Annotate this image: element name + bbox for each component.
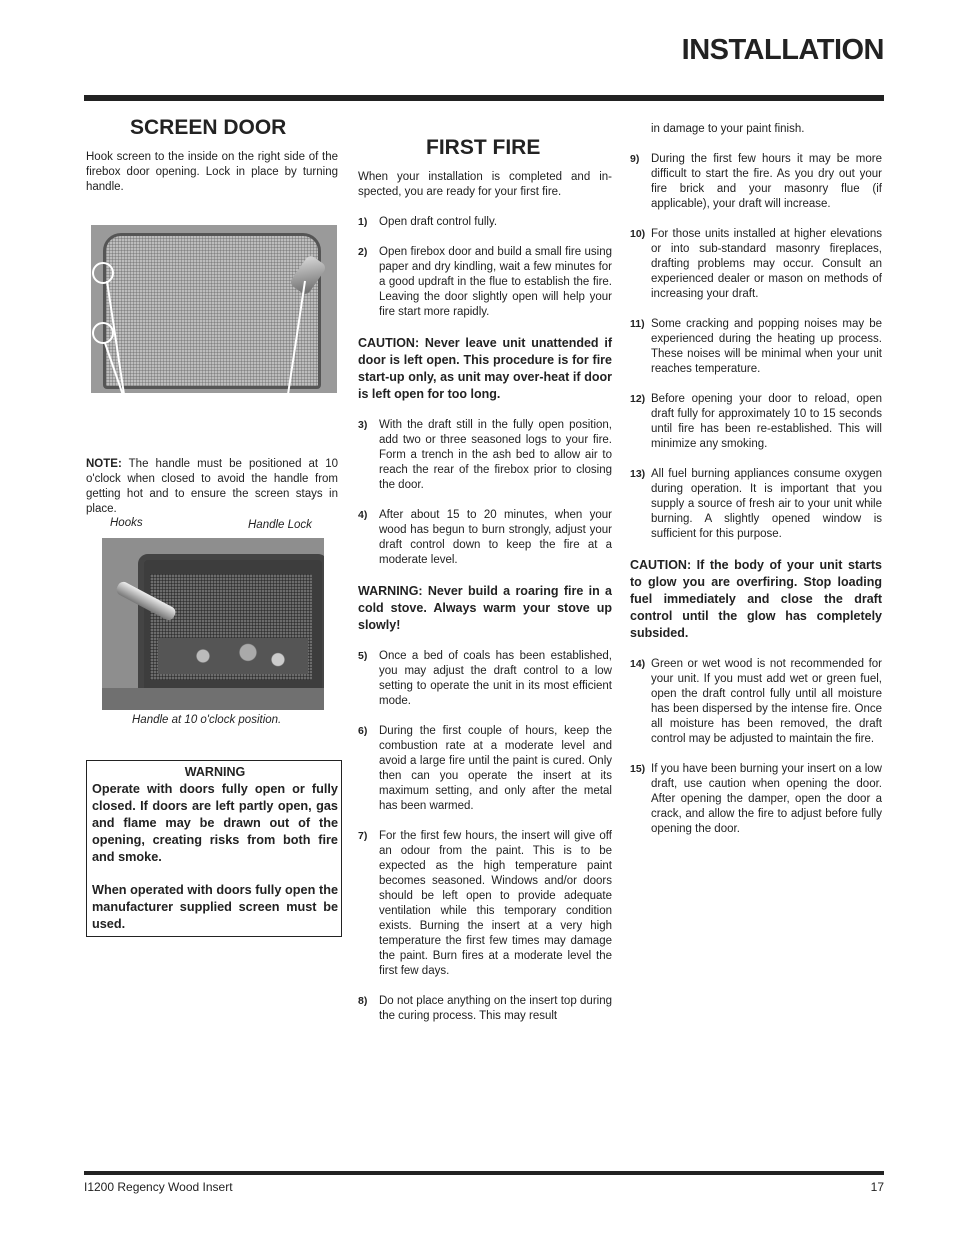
list-item: 11) Some cracking and popping noises may be experienced during the heating up process. These noises will be minimal when your unit reaches temperature. — [630, 318, 882, 375]
handle-position-photo — [102, 538, 324, 710]
caution-unattended: CAUTION: Never leave unit unattended if door is left open. This procedure is for fire start-up only, as unit may over-heat if door is left open for too long. — [358, 336, 612, 401]
screen-door-section — [86, 116, 338, 931]
list-item: 10) For those units installed at higher elevations or into sub-standard masonry fireplaces, drafting problems may occur. Consult an experienced dealer or mason on methods of increasing your draft. — [630, 228, 882, 300]
warning-title: WARNING — [184, 765, 246, 779]
first-fire-heading: FIRST FIRE — [426, 136, 541, 159]
screen-door-intro: Hook screen to the inside on the right side of the firebox door opening. Lock in place by turning handle. — [86, 151, 338, 193]
page-title: INSTALLATION — [681, 34, 884, 66]
list-item: 9) During the first few hours it may be more difficult to start the fire. As you dry out your fire brick and your masonry flue (if applicable), your draft will increase. — [630, 153, 882, 210]
list-item: 4) After about 15 to 20 minutes, when your wood has begun to burn strongly, adjust your draft control down to keep the fire at a moderate level. — [358, 509, 612, 566]
list-item: 2) Open firebox door and build a small fire using paper and dry kindling, wait a few minutes for a good updraft in the flue to establish the fire. Leaving the door slightly open will help your fire start more rapidly. — [358, 246, 612, 318]
caption-hooks: Hooks — [110, 517, 143, 529]
list-item: 12) Before opening your door to reload, open draft fully for approximately 10 to 15 seconds until fire has been re-established. This will minimize any smoking. — [630, 393, 882, 450]
first-fire-intro: When your installation is completed and in-spected, you are ready for your first fire. — [358, 171, 612, 198]
first-fire-section — [358, 136, 612, 1039]
list-item: 14) Green or wet wood is not recommended for your unit. If you must add wet or green fuel, open the draft control fully until all moisture has been dispersed by the intense fire. Once all moisture has been removed, the draft control may be adjusted to maintain the fire. — [630, 658, 882, 745]
list-item: 13) All fuel burning appliances consume oxygen during operation. It is important that you supply a source of fresh air to your unit while burning. A slightly opened window is sufficient for this purpose. — [630, 468, 882, 540]
list-item: 3) With the draft still in the fully open position, add two or three seasoned logs to your fire. Form a trench in the ash bed to allow air to reach the rear of the firebox prior to closing the door. — [358, 419, 612, 491]
caption-handle-position: Handle at 10 o'clock position. — [132, 714, 282, 726]
note-text: The handle must be positioned at 10 o'clock when closed to avoid the handle from getting hot and to ensure the screen stays in place. — [86, 458, 338, 515]
caution-overfiring: CAUTION: If the body of your unit starts to glow you are overfiring. Stop loading fuel immediately and close the draft control until the glow has completely subsided. — [630, 558, 882, 640]
list-item: 5) Once a bed of coals has been established, you may adjust the draft control to a low setting to operate the unit in its most efficient mode. — [358, 650, 612, 707]
list-item: 7) For the first few hours, the insert will give off an odour from the paint. This is to be expected as the high temperature paint becomes seasoned. Windows and/or doors should be left open to provide adequate ventilation while this temporary condition exists. Burning the insert at a very high temperature the first few times may damage the paint. Burn fires at a moderate level the first few days. — [358, 830, 612, 977]
footer-title: I1200 Regency Wood Insert — [84, 1180, 233, 1194]
caption-handle-lock: Handle Lock — [248, 519, 312, 531]
bottom-rule — [84, 1171, 884, 1175]
list-item: 15) If you have been burning your insert on a low draft, use caution when opening the door. After opening the damper, open the door a crack, and allow the fire to adjust before fully opening the door. — [630, 763, 882, 835]
note-label: NOTE: — [86, 458, 122, 470]
callout-lines — [91, 225, 337, 410]
warning-paragraph-1: Operate with doors fully open or fully closed. If doors are left partly open, gas and flame may be drawn out of the opening, creating risks from both fire and smoke. — [92, 782, 338, 864]
note-paragraph — [86, 457, 338, 517]
list-item: 8) Do not place anything on the insert top during the curing process. This may result — [358, 995, 612, 1022]
warning-box — [86, 760, 342, 937]
first-fire-continued — [630, 122, 882, 852]
screen-door-heading: SCREEN DOOR — [130, 116, 287, 139]
top-rule — [84, 95, 884, 101]
screen-back-photo — [91, 225, 337, 393]
list-item: 6) During the first couple of hours, keep the combustion rate at a moderate level and avoid a large fire until the paint is cured. Only then can you operate the insert at its maximum setting, and only after the metal has been warmed. — [358, 725, 612, 812]
item-8-continuation: in damage to your paint finish. — [651, 123, 805, 135]
warning-roaring-fire: WARNING: Never build a roaring fire in a cold stove. Always warm your stove up slowly! — [358, 584, 612, 632]
warning-paragraph-2: When operated with doors fully open the manufacturer supplied screen must be used. — [92, 883, 338, 931]
page-number: 17 — [870, 1180, 884, 1194]
list-item: 1) Open draft control fully. — [358, 216, 498, 228]
